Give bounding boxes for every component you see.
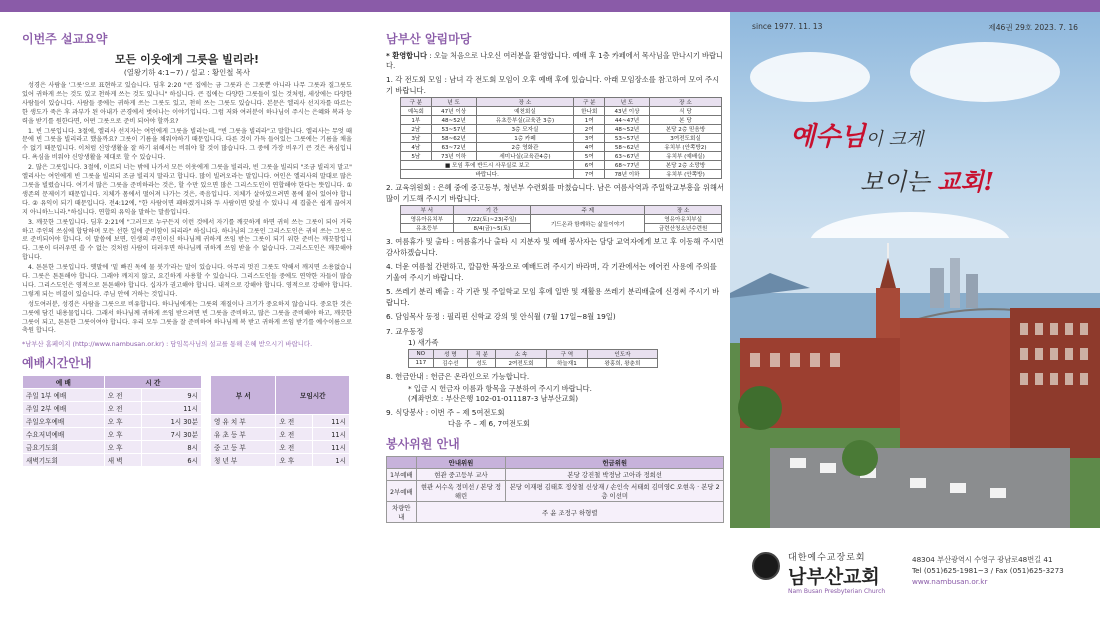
worship-tables [22, 375, 352, 467]
offering-note: * 입금 시 헌금자 이름과 항목을 구분하여 주시기 바랍니다. [408, 383, 592, 393]
welcome-notice: * 환영합니다 : 오늘 처음으로 나오신 여러분을 환영합니다. 예배 후 1층 카페에서 목사님을 만나시기 바랍니다. [386, 51, 723, 70]
table-cell: 청 년 부 [211, 454, 276, 467]
table-cell: 11시 [313, 415, 350, 428]
welcome-label: * 환영합니다 [386, 51, 427, 60]
table-row [401, 125, 722, 134]
table-header: 안내위원 [416, 457, 506, 469]
table-cell: 유치부 (예배실) [649, 152, 721, 161]
table-row [23, 441, 202, 454]
table-cell: 하늘재1 [546, 359, 587, 368]
church-name-english: Nam Busan Presbyterian Church [788, 588, 886, 595]
table-header: 구 분 [401, 98, 432, 107]
slogan-word: 예수님 [790, 122, 866, 152]
slogan-line-1 [790, 116, 923, 153]
table-cell: 78년 이하 [605, 170, 650, 179]
news-item-2: 2. 교육위원회 : 은혜 중에 중고등부, 청년부 수련회를 마쳤습니다. 남은 여름사역과 주일학교부흥을 위해서 많이 기도해 주시기 바랍니다. [386, 183, 724, 203]
table-cell: 2여 [574, 125, 605, 134]
church-photo [730, 238, 1100, 528]
table-cell: 오 전 [276, 441, 313, 454]
table-header: 성 명 [433, 350, 468, 359]
homepage-note: *남부산 홈페이지 (http://www.nambusan.or.kr) : 담임목사님의 설교를 통해 은혜 받으시기 바랍니다. [22, 340, 313, 349]
cover-footer [730, 528, 1100, 632]
table-row [409, 359, 658, 368]
sermon-body [22, 82, 352, 336]
church-phone: Tel (051)625-1981~3 / Fax (051)625-3273 [912, 566, 1064, 575]
volunteer-table [386, 456, 724, 523]
table-row [401, 134, 722, 143]
table-header: 부 서 [211, 376, 276, 415]
table-cell: 2여전도회 [496, 359, 547, 368]
table-cell: 58~62년 [605, 143, 650, 152]
table-cell: 영 유 치 부 [211, 415, 276, 428]
table-row [401, 143, 722, 152]
cloud [750, 52, 870, 102]
table-cell: 유치부 (안쪽방2) [649, 143, 721, 152]
news-column [376, 12, 728, 632]
table-cell: 주일 1부 예배 [23, 389, 105, 402]
table-cell: 2층 영화관 [476, 143, 574, 152]
table-row [401, 170, 722, 179]
table-row [401, 107, 722, 116]
table-cell: 1층 카페 [476, 134, 574, 143]
table-row [387, 481, 724, 502]
table-header-row [387, 457, 724, 469]
table-cell: 3여 [574, 134, 605, 143]
table-cell: 예녹회 [401, 107, 432, 116]
table-cell: 7시 30분 [142, 428, 202, 441]
news-item-6: 6. 담임목사 동정 : 필리핀 신학교 강의 및 안식월 (7월 17일~8월 19일) [386, 312, 616, 321]
news-item-4: 4. 더운 여름철 간편하고, 깔끔한 복장으로 예배드려 주시기 바라며, 각 기관에서는 에어컨 사용에 주의를 기울여 주시기 바랍니다. [386, 262, 717, 282]
sermon-paragraph: 3. 깨끗한 그릇입니다. 딤후 2:21에 "그러므로 누구든지 이런 것에서 자기를 깨끗하게 하면 귀히 쓰는 그릇이 되어 거룩하고 주인의 쓰심에 합당하며 모든 선한 일에 준비함이 되리라" 하십니다. 하나님의 그릇인 그리스도인은 귀히 쓰는 그릇으로 준비되어야 합니다. 이 말씀에 보면, 인생의 주인이신 하나님께 귀하게 쓰임 받는 그릇이 되기 위한 준비는 깨끗함입니다. 그릇이 더러우면 쓸 수 없는 것처럼 사람이 더러우면 하나님께 귀하게 쓰임 받을 수 없습니다. 그리스도인은 깨끗해야 합니다. [22, 218, 352, 262]
table-cell: 63~72년 [431, 143, 476, 152]
table-cell: 5남 [401, 152, 432, 161]
news-item-9: 9. 식당봉사 : 이번 주 – 제 5여전도회 [386, 407, 505, 417]
table-cell: 주일오후예배 [23, 415, 105, 428]
table-cell: 수요저녁예배 [23, 428, 105, 441]
cloud [910, 42, 1060, 102]
table-header: 직 분 [468, 350, 496, 359]
table-header: 소 속 [496, 350, 547, 359]
since-date: since 1977. 11. 13 [752, 22, 823, 31]
table-row [23, 402, 202, 415]
table-header: 주 제 [531, 206, 645, 215]
sermon-title: 모든 이웃에게 그릇을 빌리라! [114, 53, 260, 66]
table-cell: 유치부 (안쪽방) [649, 170, 721, 179]
table-cell: ■ 모임 후에 반드시 사무실로 보고 [401, 161, 574, 170]
table-cell: 3남 [401, 134, 432, 143]
table-header: 기 간 [453, 206, 531, 215]
table-row [23, 428, 202, 441]
table-header: 장 소 [649, 98, 721, 107]
table-row [401, 116, 722, 125]
group-meeting-table [400, 97, 722, 179]
new-member-label: 1) 새가족 [408, 338, 439, 347]
table-row [387, 469, 724, 481]
table-header: 헌금위원 [506, 457, 724, 469]
offering-account: (계좌번호 : 부산은행 102-01-011187-3 남부산교회) [408, 393, 579, 403]
table-cell: 본당 강진철 박정남 고아라 정희선 [506, 469, 724, 481]
worship-section-title: 예배시간안내 [22, 356, 92, 371]
table-cell: 식 당 [649, 107, 721, 116]
table-row [23, 454, 202, 467]
table-cell: 9시 [142, 389, 202, 402]
sermon-paragraph: 성도여러분, 성경은 사람을 그릇으로 비유합니다. 하나님에게는 그릇의 재질이나 크기가 중요하지 않습니다. 중요한 것은 그릇에 담긴 내용물입니다. 그래서 하나님께 귀하게 쓰임 받으려면 빈 그릇을 준비하고, 많은 그릇을 준비해야 하고, 깨끗한 그릇이 되고, 튼튼한 그릇이여야 합니다. 우리 모두 그릇을 잘 준비하여 하나님께 복 받고 귀하게 쓰임 받기를 예수이름으로 축원 합니다. [22, 300, 352, 335]
table-cell: 오 전 [104, 402, 142, 415]
table-cell: 53~57년 [605, 134, 650, 143]
table-cell: 기드온과 함께하는 삶들이야기 [531, 215, 645, 233]
table-header: 시 간 [104, 376, 201, 389]
table-cell: 중 고 등 부 [211, 441, 276, 454]
worship-time-table [22, 375, 202, 467]
table-header: 인도자 [587, 350, 657, 359]
table-cell: 117 [409, 359, 434, 368]
table-cell: 6시 [142, 454, 202, 467]
table-cell: 예천회실 [476, 107, 574, 116]
sermon-meta: (열왕기하 4:1~7) / 설교 : 황인철 목사 [123, 68, 251, 77]
news-item-3: 3. 여름휴가 및 출타 : 여름휴가나 출타 시 지분자 및 예배 봉사자는 담당 교역자에게 보고 후 이동해 주시면 감사하겠습니다. [386, 237, 724, 257]
table-cell: 유 초 등 부 [211, 428, 276, 441]
denomination-name: 대한예수교장로회 [788, 553, 866, 563]
table-cell: 11시 [313, 428, 350, 441]
table-cell: 오 후 [104, 441, 142, 454]
table-row [23, 415, 202, 428]
table-cell: 5여 [574, 152, 605, 161]
top-bar [0, 0, 1100, 12]
denomination-logo-icon [752, 552, 780, 580]
table-cell: 주 윤 조정구 하형렬 [416, 502, 723, 523]
table-cell: 63~67년 [605, 152, 650, 161]
slogan-word: 교회! [937, 167, 995, 196]
table-header: NO [409, 350, 434, 359]
table-header [387, 457, 417, 469]
table-cell: 44~47년 [605, 116, 650, 125]
table-header-row [401, 206, 722, 215]
church-address: 48304 부산광역시 수영구 광남로48번길 41 [912, 555, 1053, 564]
table-header: 모임시간 [276, 376, 350, 415]
table-cell: 오 전 [104, 389, 142, 402]
table-header: 구 분 [574, 98, 605, 107]
news-section-title: 남부산 알림마당 [386, 32, 472, 46]
table-cell: 1부예배 [387, 469, 417, 481]
sermon-paragraph: 4. 튼튼한 그릇입니다. 옛말에 '밑 빠진 독에 물 붓기'라는 말이 있습니다. 아무리 멋진 그릇도 약해서 깨지면 소용없습니다. 그릇은 튼튼해야 합니다. 그래야 깨지지 않고, 요긴하게 사용할 수 있습니다. 그리스도인들 중에도 연약한 자들이 많습니다. 그리스도인은 영적으로 튼튼해야 합니다. 십자가 권고해야 합니다. 내적으로 강해야 합니다. 영적으로 강해야 합니다. 그렇게 되는 비결이 있습니다. 주님 안에 거하는 것입니다. [22, 264, 352, 298]
table-cell: 4남 [401, 143, 432, 152]
table-cell: 48~52년 [431, 116, 476, 125]
table-cell: 53~57년 [431, 125, 476, 134]
welcome-text: 오늘 처음으로 나오신 여러분을 환영합니다. 예배 후 1층 카페에서 목사님을 만나시기 바랍니다. [386, 51, 723, 70]
sermon-paragraph: 성경은 사람을 '그릇'으로 표현하고 있습니다. 딤후 2:20 "큰 집에는 금 그릇과 은 그릇뿐 아니라 나무 그릇과 질그릇도 있어 귀하게 쓰는 것도 있고 천하게 쓰는 것도 있나니" 하십니다. 큰 집에는 다양한 그릇들이 있는 것처럼, 세상에는 다양한 사람들이 있습니다. 사람들 중에는 귀하게 쓰는 그릇도 있고, 천히 쓰는 그릇도 있습니다. 본문은 엘리사 선지자를 따르는 한 생도가 죽은 후 과부가 된 아내가 곤경에서 벗어나는 이야기입니다. 그럼 저와 여러분이 하나님이 주시는 은혜와 복과 능력을 받기를 원한다면, 어떤 그릇으로 준비 되어야 할까요? [22, 82, 352, 125]
church-illustration [730, 238, 1100, 528]
table-row [401, 152, 722, 161]
table-cell: 1부 [401, 116, 432, 125]
table-cell: 본당 2층 소망방 [649, 161, 721, 170]
news-item-1: 1. 각 전도회 모임 : 남녀 각 전도회 모임이 오후 예배 후에 있습니다. 아래 모임장소를 참고하여 모여 주시기 바랍니다. [386, 75, 720, 95]
table-cell: 48~52년 [605, 125, 650, 134]
table-cell: 본당 2층 믿음방 [649, 125, 721, 134]
table-cell: 김수선 [433, 359, 468, 368]
slogan-word: 보이는 [860, 168, 938, 196]
church-contact [912, 554, 1064, 587]
table-cell: 성도 [468, 359, 496, 368]
news-item-8: 8. 헌금안내 : 헌금은 온라인으로 가능합니다. [386, 372, 530, 381]
table-cell: 왕홍희, 왕춘희 [587, 359, 657, 368]
slogan-line-2 [860, 162, 994, 197]
table-row [401, 215, 722, 224]
table-cell: 11시 [313, 441, 350, 454]
table-row [401, 161, 722, 170]
table-cell: 4여 [574, 143, 605, 152]
table-cell: 주일 2부 예배 [23, 402, 105, 415]
volume-number: 제46권 29호 2023. 7. 16 [988, 23, 1078, 32]
table-cell: 영유아유치부 [401, 215, 454, 224]
cover-page [730, 12, 1100, 632]
table-header: 년 도 [605, 98, 650, 107]
sermon-paragraph: 2. 많은 그릇입니다. 3절에, 이르되 너는 밖에 나가서 모든 이웃에게 그릇을 빌리라, 빈 그릇을 빌리되 "조금 빌리지 말고" 엘리사는 여인에게 빈 그릇을 빌리되 조금 빌리지 말라고 합니다. 많이 빌려오라는 말입니다. 여인은 엘리사의 말대로 많은 그릇을 빌렸습니다. 여기서 많은 그릇을 준비하라는 것은, 할 수만 있으면 많은 그리스도인이 연합해야 한다는 뜻입니다. ① 생존의 문제이기 때문입니다. 지체가 몸에서 떨어져 나가는 것은, 죽음입니다. 지체가 살아있으려면 몸에 붙어 있어야 합니다. ② 유익이 되기 때문입니다. 전4:12에, "한 사람이면 패하겠거니와 두 사람이면 맞설 수 있나니 세 겹줄은 쉽게 끊어지지 아니하느니라."하십니다. 연합의 유익을 말하는 말씀입니다. [22, 164, 352, 216]
department-time-table [210, 375, 350, 467]
table-header: 장 소 [645, 206, 722, 215]
table-cell: 2부예배 [387, 481, 417, 502]
church-website[interactable]: www.nambusan.or.kr [912, 577, 988, 586]
sermon-section-title: 이번주 설교요약 [22, 32, 108, 46]
table-row [211, 428, 350, 441]
table-cell: 금련산청소년수련원 [645, 224, 722, 233]
table-cell: 11시 [142, 402, 202, 415]
table-cell: 8/4(금)~5(토) [453, 224, 531, 233]
table-cell: 유초등부 [401, 224, 454, 233]
table-cell: 68~77년 [605, 161, 650, 170]
table-row [211, 454, 350, 467]
table-row [387, 502, 724, 523]
table-header: 구 역 [546, 350, 587, 359]
slogan-word: 이 크게 [865, 129, 924, 150]
table-cell: 오 후 [104, 415, 142, 428]
table-cell: 차량안내 [387, 502, 417, 523]
table-cell: 현관 서수옥 정미선 / 본당 정해린 [416, 481, 506, 502]
table-cell: 유초등부실(교육관 3층) [476, 116, 574, 125]
table-cell: 7여 [574, 170, 605, 179]
table-cell: 7/22(토)~23(주일) [453, 215, 531, 224]
table-cell: 오 전 [276, 428, 313, 441]
table-header: 년 도 [431, 98, 476, 107]
table-cell: 한나회 [574, 107, 605, 116]
table-cell: 본 당 [649, 116, 721, 125]
table-cell: 1여 [574, 116, 605, 125]
church-name: 남부산교회 [788, 566, 880, 588]
kitchen-next: 다음 주 – 제 6, 7여전도회 [448, 419, 530, 428]
table-cell: 6여 [574, 161, 605, 170]
table-cell: 세미나실(교육관4층) [476, 152, 574, 161]
table-cell: 1시 30분 [142, 415, 202, 428]
table-cell: 현관 중고등부 교사 [416, 469, 506, 481]
table-row [23, 389, 202, 402]
table-cell: 43년 이상 [605, 107, 650, 116]
table-row [211, 415, 350, 428]
table-cell: 8시 [142, 441, 202, 454]
volunteer-section-title: 봉사위원 안내 [386, 437, 460, 451]
table-cell: 오 후 [276, 454, 313, 467]
table-cell: 2남 [401, 125, 432, 134]
table-cell: 새 벽 [104, 454, 142, 467]
table-cell: 1시 [313, 454, 350, 467]
sermon-paragraph: 1. 빈 그릇입니다. 3절에, 엘리사 선지자는 여인에게 그릇을 빌리는데, "빈 그릇을 빌리라"고 말합니다. 엘리사는 무엇 때문에 빈 그릇을 빌리라고 했을까요? 그릇이 기름을 채워야하기 때문입니다. 다른 것이 가득 들어있는 그릇에는 기름을 채울 수 없기 때문입니다. 이처럼 신앙생활을 잘 하기 위해서는 비워야 할 것이 많습니다. 그 중에 가장 비우기 큰 것은 욕심입니다. 욕심을 비워야 신앙생활을 제대로 할 수 있습니다. [22, 127, 352, 162]
table-cell: 58~62년 [431, 134, 476, 143]
news-item-5: 5. 쓰레기 분리 배출 : 각 기관 및 주일학교 모임 후에 일반 및 재활용 쓰레기 분리배출에 신경써 주시기 바랍니다. [386, 287, 720, 307]
table-header-row [401, 98, 722, 107]
table-cell: 영유아유치부실 [645, 215, 722, 224]
table-cell: 오 전 [276, 415, 313, 428]
news-item-7: 7. 교우동정 [386, 326, 424, 336]
table-cell: 47년 이상 [431, 107, 476, 116]
sermon-column [0, 12, 362, 632]
table-header-row [409, 350, 658, 359]
table-cell: 새벽기도회 [23, 454, 105, 467]
table-header: 부 서 [401, 206, 454, 215]
table-cell: 3층 모자실 [476, 125, 574, 134]
table-cell: 오 후 [104, 428, 142, 441]
table-cell: 73년 이하 [431, 152, 476, 161]
table-cell: 본당 이재평 김태호 정상철 신상재 / 손인숙 서태희 김미영C 오현옥 · 본당 2층 이선미 [506, 481, 724, 502]
table-cell: 금요기도회 [23, 441, 105, 454]
table-cell: 3여전도회실 [649, 134, 721, 143]
summer-camp-table [400, 205, 722, 233]
new-member-table [408, 349, 658, 368]
table-row [211, 441, 350, 454]
table-header: 예 배 [23, 376, 105, 389]
table-cell: 바랍니다. [401, 170, 574, 179]
table-header: 장 소 [476, 98, 574, 107]
